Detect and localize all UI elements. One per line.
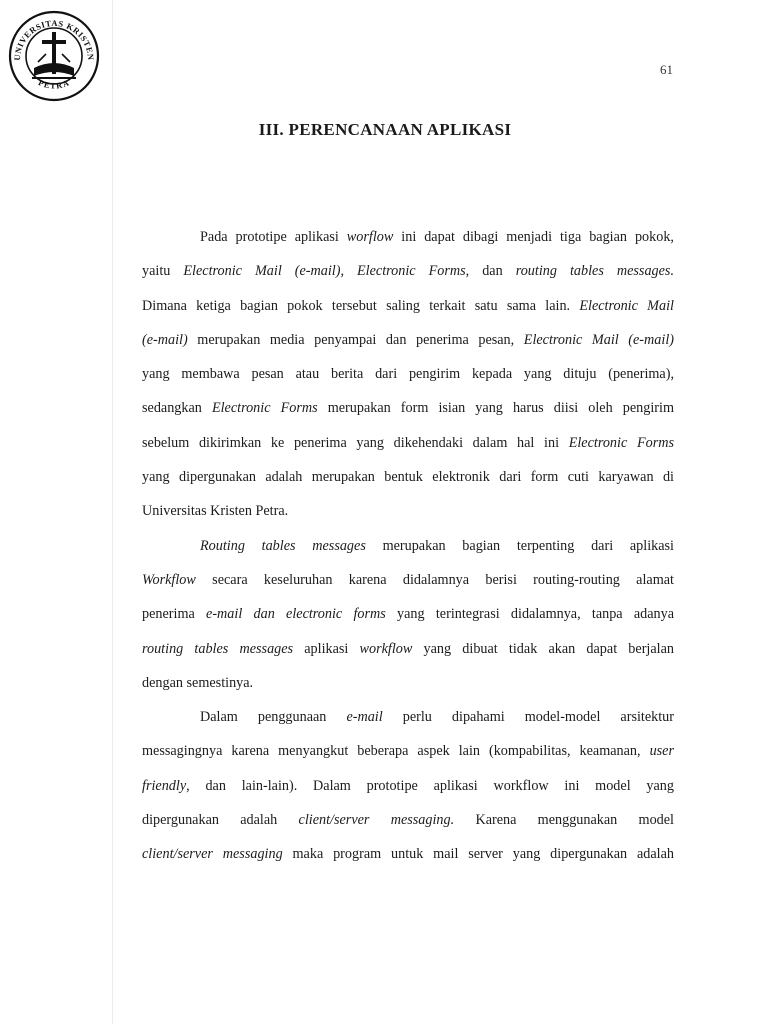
text-run: yang membawa pesan atau berita dari pengirim kepada yang dituju (penerima),	[142, 366, 674, 383]
body-text	[142, 220, 674, 872]
text-run: maka program untuk mail server yang dipergunakan adalah	[282, 846, 674, 863]
chapter-title: III. PERENCANAAN APLIKASI	[258, 120, 512, 139]
svg-text:UNIVERSITAS KRISTEN: UNIVERSITAS KRISTEN	[12, 18, 96, 61]
text-line	[142, 357, 674, 391]
italic-term: Electronic Forms	[568, 434, 674, 451]
text-line	[142, 803, 674, 837]
text-run: sedangkan	[142, 400, 212, 417]
text-run: ini dapat dibagi menjadi tiga bagian pokok,	[393, 229, 674, 245]
text-run: Universitas Kristen Petra.	[142, 503, 289, 520]
text-run: , dan lain-lain). Dalam prototipe aplikasi workflow ini model yang	[186, 777, 674, 794]
text-run: merupakan form isian yang harus diisi oleh pengirim	[317, 400, 674, 417]
svg-text:PETRA: PETRA	[36, 78, 71, 91]
text-line	[142, 289, 674, 323]
text-line	[142, 426, 674, 460]
text-run: messagingnya karena menyangkut beberapa aspek lain (kompabilitas, keamanan,	[142, 743, 650, 760]
italic-term: Electronic Mail	[579, 297, 674, 314]
text-run: penerima	[142, 606, 207, 623]
page-edge-shadow	[112, 0, 113, 1024]
italic-term: Routing tables messages	[200, 537, 366, 554]
text-line	[142, 254, 674, 288]
text-line	[142, 563, 674, 597]
italic-term: e-mail dan electronic forms	[206, 606, 386, 623]
text-line	[142, 529, 674, 563]
text-run: perlu dipahami model-model arsitektur	[382, 709, 674, 726]
text-line	[142, 597, 674, 631]
text-run: Karena menggunakan model	[454, 812, 674, 829]
text-run: yang dipergunakan adalah merupakan bentuk elektronik dari form cuti karyawan di	[142, 469, 674, 486]
university-seal-logo	[8, 10, 100, 102]
paragraph-workflow-parts	[142, 220, 674, 529]
text-line	[142, 632, 674, 666]
italic-term: client/server messaging	[142, 846, 283, 863]
text-run: merupakan bagian terpenting dari aplikasi	[365, 537, 674, 554]
text-run: Dimana ketiga bagian pokok tersebut saling terkait satu sama lain.	[142, 297, 580, 314]
text-run: yang dibuat tidak akan dapat berjalan	[412, 640, 674, 657]
text-line	[142, 494, 674, 528]
italic-term: routing tables messages.	[515, 263, 675, 280]
italic-term: routing tables messages	[142, 640, 294, 657]
text-line	[142, 700, 674, 734]
text-line	[142, 769, 674, 803]
text-line	[142, 837, 674, 871]
text-run: Pada prototipe aplikasi	[200, 229, 347, 245]
text-run: merupakan media penyampai dan penerima pesan,	[187, 331, 524, 348]
italic-term: client/server messaging.	[298, 812, 455, 829]
italic-term: workflow	[359, 640, 413, 657]
text-run: dipergunakan adalah	[142, 812, 299, 829]
italic-term: (e-mail)	[142, 331, 188, 348]
italic-term: Electronic Mail (e-mail)	[523, 331, 674, 348]
text-line	[142, 734, 674, 768]
paragraph-email-architecture	[142, 700, 674, 871]
italic-term: friendly	[142, 777, 187, 794]
italic-term: Electronic Mail (e-mail), Electronic Forms	[183, 263, 466, 280]
italic-term: user	[649, 743, 674, 760]
text-run: yang terintegrasi didalamnya, tanpa adanya	[385, 606, 675, 623]
text-run: dengan semestinya.	[142, 674, 254, 691]
page-number: 61	[660, 62, 673, 77]
text-run: Dalam penggunaan	[200, 709, 347, 726]
text-line	[142, 391, 674, 425]
text-line	[142, 220, 674, 254]
text-line	[142, 460, 674, 494]
text-run: , dan	[465, 263, 516, 280]
italic-term: worflow	[346, 229, 394, 245]
text-run: sebelum dikirimkan ke penerima yang dikehendaki dalam hal ini	[142, 434, 569, 451]
italic-term: Workflow	[142, 571, 196, 588]
text-line	[142, 666, 674, 700]
text-run: yaitu	[142, 263, 184, 280]
text-run: secara keseluruhan karena didalamnya berisi routing-routing alamat	[195, 571, 674, 588]
italic-term: Electronic Forms	[211, 400, 318, 417]
italic-term: e-mail	[346, 709, 383, 726]
text-line	[142, 323, 674, 357]
paragraph-routing-tables	[142, 529, 674, 700]
text-run: aplikasi	[293, 640, 360, 657]
